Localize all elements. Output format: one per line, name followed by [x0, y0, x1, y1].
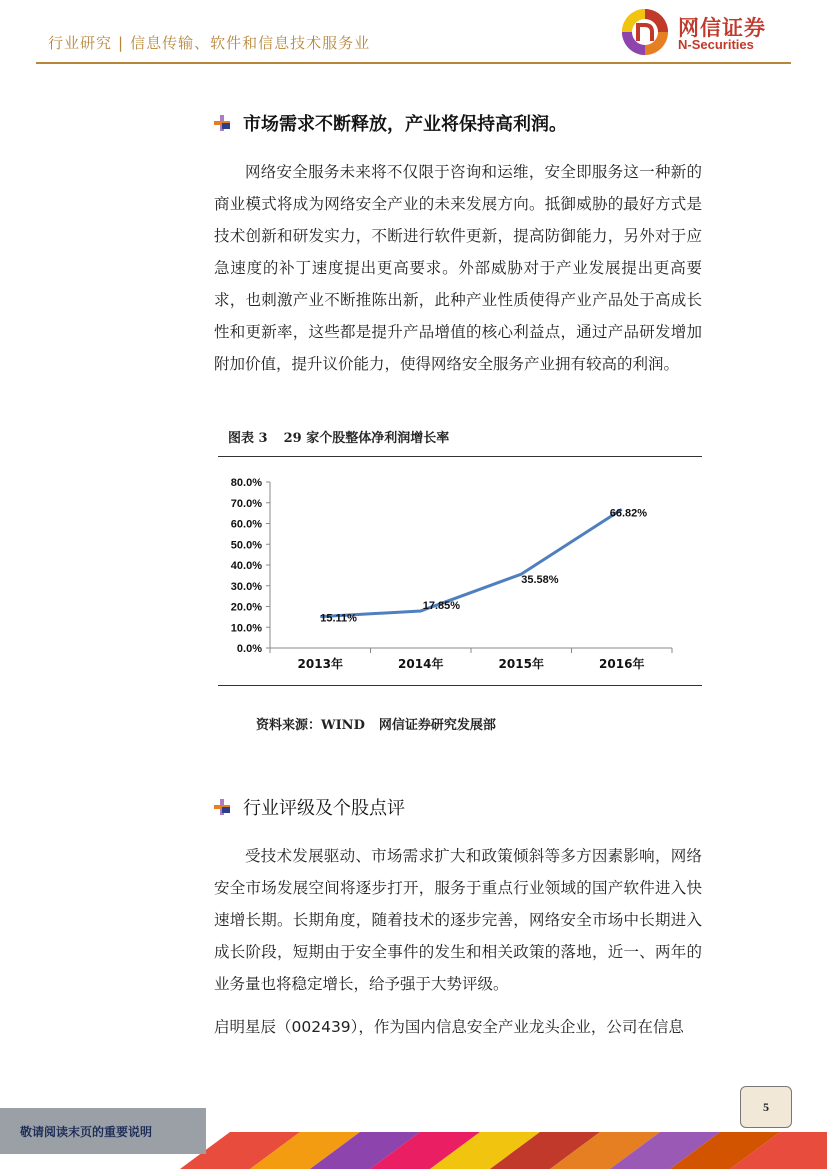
header-breadcrumb	[48, 32, 370, 53]
figure-title: 29 家个股整体净利润增长率	[283, 431, 450, 446]
disclaimer-note: 敬请阅读末页的重要说明	[0, 1108, 206, 1154]
x-tick-label: 2016年	[599, 657, 645, 671]
y-tick-label: 30.0%	[230, 580, 262, 593]
figure-caption	[228, 427, 449, 446]
data-label: 17.85%	[422, 599, 461, 612]
figure-bottom-rule	[218, 685, 702, 686]
header-separator: |	[118, 34, 125, 52]
section-title: 行业评级及个股点评	[243, 798, 405, 819]
page-number: 5	[740, 1086, 792, 1128]
data-label: 66.82%	[609, 507, 648, 520]
x-tick-label: 2013年	[297, 657, 343, 671]
section-title: 市场需求不断释放，产业将保持高利润。	[243, 114, 567, 135]
bullet-icon	[212, 798, 234, 816]
y-tick-label: 60.0%	[230, 518, 262, 531]
data-label: 35.58%	[521, 574, 559, 587]
header-category: 行业研究	[48, 34, 113, 52]
data-label: 15.11%	[320, 612, 357, 625]
x-tick-label: 2014年	[398, 657, 444, 671]
figure-number: 图表 3	[228, 431, 268, 446]
y-tick-label: 80.0%	[230, 477, 262, 489]
source-label: 资料来源：WIND	[256, 718, 365, 733]
brand-name-en: N-Securities	[678, 37, 754, 52]
header-industry: 信息传输、软件和信息技术服务业	[130, 34, 371, 52]
source-org: 网信证券研究发展部	[378, 718, 496, 733]
paragraph-market: 网络安全服务未来将不仅限于咨询和运维，安全即服务这一种新的商业模式将成为网络安全产业的未来发展方向。抵御威胁的最好方式是技术创新和研发实力，不断进行软件更新，提高防御能力，另外对于应急速度的补丁速度提出更高要求。外部威胁对于产业发展提出更高要求，也刺激产业不断推陈出新，此种产业性质使得产业产品处于高成长性和更新率，这些都是提升产品增值的核心利益点，通过产品研发增加附加价值，提升议价能力，使得网络安全服务产业拥有较高的利润。	[214, 163, 702, 373]
y-tick-label: 70.0%	[230, 497, 262, 510]
section-heading-rating	[212, 794, 405, 820]
y-tick-label: 20.0%	[230, 601, 262, 614]
header-divider	[36, 62, 791, 64]
y-tick-label: 10.0%	[230, 622, 262, 635]
x-tick-label: 2015年	[498, 657, 544, 671]
bullet-icon	[212, 114, 234, 132]
section-heading-market	[212, 110, 567, 136]
series-line	[320, 509, 622, 616]
figure-top-rule	[218, 456, 702, 457]
paragraph-rating: 受技术发展驱动、市场需求扩大和政策倾斜等多方因素影响，网络安全市场发展空间将逐步打开，服务于重点行业领域的国产软件进入快速增长期。长期角度，随着技术的逐步完善，网络安全市场中长期进入成长阶段，短期由于安全事件的发生和相关政策的落地，近一、两年的业务量也将稳定增长，给予强于大势评级。	[214, 847, 702, 993]
y-tick-label: 0.0%	[236, 643, 262, 655]
y-tick-label: 40.0%	[230, 560, 262, 572]
profit-growth-line-chart	[218, 466, 702, 684]
brand-name-cn: 网信证券	[678, 16, 766, 40]
y-tick-label: 50.0%	[230, 539, 262, 552]
brand-logo-icon	[620, 7, 670, 57]
paragraph-company: 启明星辰（002439），作为国内信息安全产业龙头企业，公司在信息	[214, 1018, 684, 1036]
figure-source	[256, 714, 496, 733]
